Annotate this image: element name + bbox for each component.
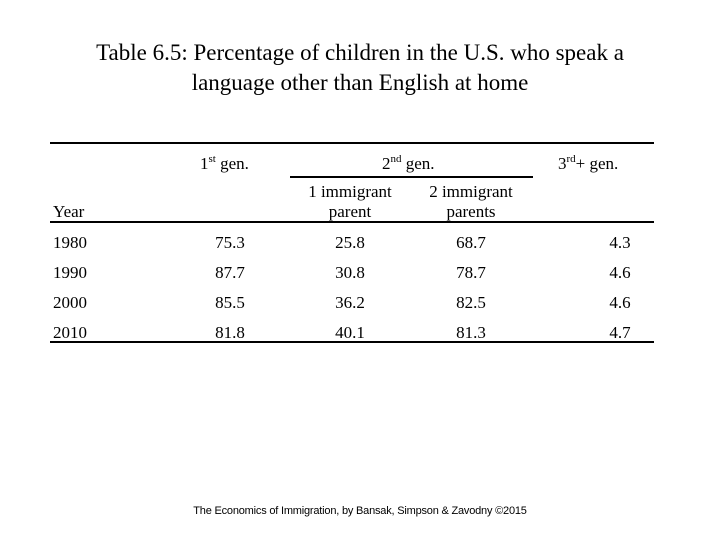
title-line-2: language other than English at home [191,70,529,95]
row-year: 2010 [53,323,87,342]
row-first-gen: 85.5 [215,293,245,312]
row-second-gen-two-parents: 81.3 [456,323,486,342]
row-year: 1980 [53,233,87,252]
row-first-gen: 75.3 [215,233,245,252]
row-year: 2000 [53,293,87,312]
row-third-gen: 4.7 [609,323,631,342]
header-second-gen: 2nd gen. [382,153,435,173]
row-second-gen-one-parent: 36.2 [335,293,365,312]
header-two-immigrant-parents: 2 immigrant parents [429,182,513,221]
row-third-gen: 4.6 [609,293,631,312]
header-first-gen: 1st gen. [200,153,249,173]
row-second-gen-one-parent: 25.8 [335,233,365,252]
row-first-gen: 87.7 [215,263,245,282]
row-second-gen-one-parent: 40.1 [335,323,365,342]
title-line-1: Table 6.5: Percentage of children in the U.S. who speak a [96,40,624,65]
row-first-gen: 81.8 [215,323,245,342]
row-third-gen: 4.6 [609,263,631,282]
row-second-gen-two-parents: 78.7 [456,263,486,282]
table-top-rule [50,142,654,144]
header-year: Year [53,202,85,221]
footer-credit: The Economics of Immigration, by Bansak, Simpson & Zavodny ©2015 [193,505,527,517]
row-third-gen: 4.3 [609,233,631,252]
row-year: 1990 [53,263,87,282]
row-second-gen-two-parents: 68.7 [456,233,486,252]
row-second-gen-one-parent: 30.8 [335,263,365,282]
header-third-gen: 3rd+ gen. [558,153,619,173]
table-title [0,38,720,98]
row-second-gen-two-parents: 82.5 [456,293,486,312]
second-gen-rule [290,176,533,178]
header-one-immigrant-parent: 1 immigrant parent [308,182,392,221]
